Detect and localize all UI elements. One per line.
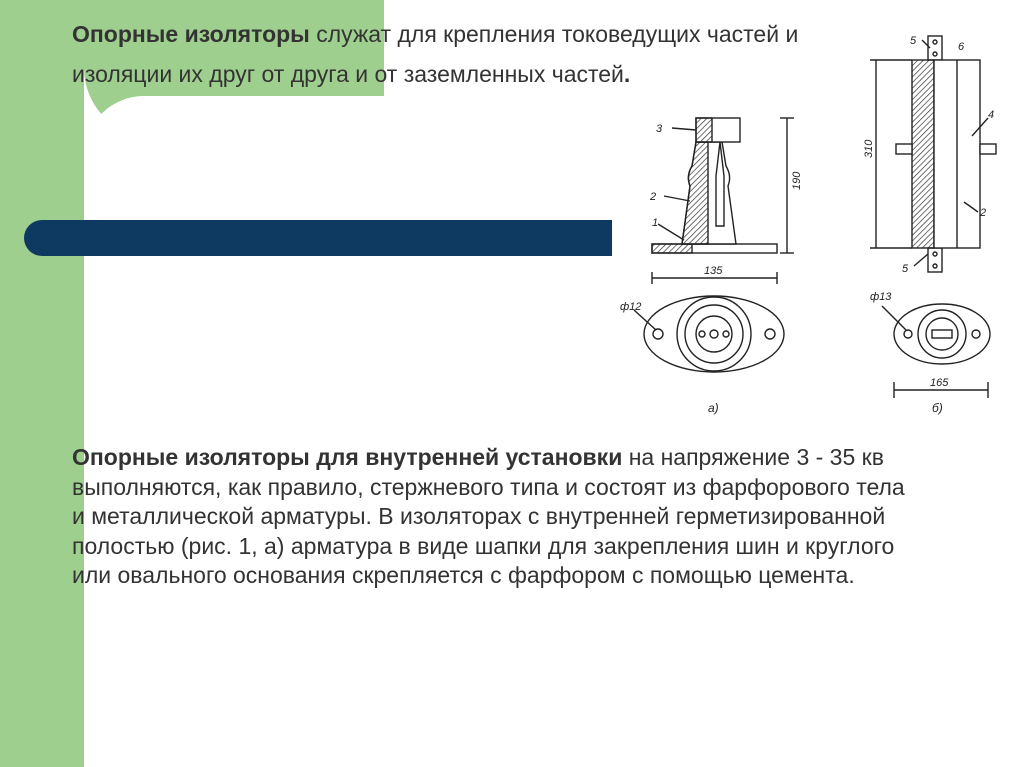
heading-dot: . [623, 61, 631, 87]
label-3: 3 [656, 123, 663, 135]
content-corner [84, 96, 384, 216]
insulator-a-side-view [652, 118, 794, 284]
body-bold: Опорные изоляторы для внутренней установки [72, 444, 623, 470]
insulator-b-side-view [870, 36, 996, 398]
label-2: 2 [650, 191, 657, 203]
label-4: 4 [988, 109, 995, 121]
label-2b: 2 [980, 207, 987, 219]
heading-bold: Опорные изоляторы [72, 21, 310, 47]
phi-13: ф13 [870, 291, 892, 303]
dim-165: 165 [930, 377, 949, 389]
label-1: 1 [652, 217, 659, 229]
green-side-panel [0, 0, 84, 767]
insulator-a-bottom-view [634, 296, 784, 372]
dim-135: 135 [704, 265, 723, 277]
body-rest: на напряжение 3 - 35 кв выполняются, как правило, стержневого типа и состоят из фарфорового тела и металлической арматуры. В изоляторах с внутренней герметизированной полостью (рис. 1, а) арматура в виде шапки для закрепления шин и круглого или овального основания скрепляется с фарфором с помощью цемента. [72, 444, 905, 588]
dim-310: 310 [863, 139, 875, 158]
label-b: б) [932, 401, 943, 415]
body-paragraph [72, 443, 912, 591]
label-5-bottom: 5 [902, 263, 909, 275]
insulator-drawing [612, 26, 1022, 426]
label-6: 6 [958, 41, 965, 53]
insulator-b-bottom-view [882, 304, 990, 364]
phi-12: ф12 [620, 301, 642, 313]
insulator-diagram [612, 26, 1022, 426]
label-5-top: 5 [910, 35, 917, 47]
label-a: а) [708, 401, 719, 415]
heading-rest: служат для крепления токоведущих частей и изоляции их друг от друга и от заземленных частей [72, 21, 799, 87]
dim-190: 190 [791, 171, 803, 190]
navy-divider-bar [24, 220, 612, 256]
